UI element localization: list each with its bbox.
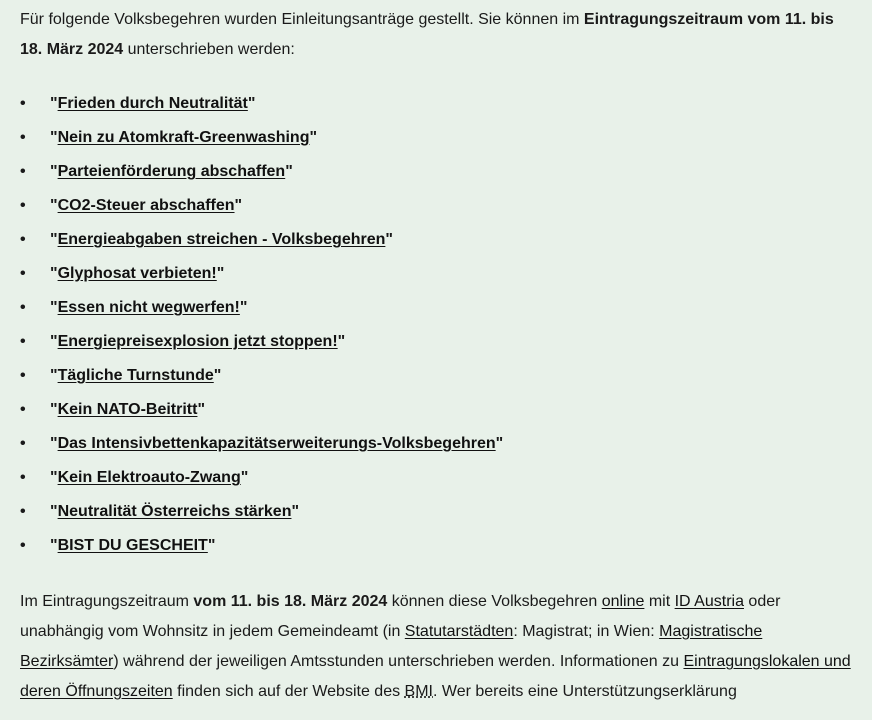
petition-link[interactable]: Frieden durch Neutralität <box>57 95 248 112</box>
outro-text: oder unabhängig vom Wohnsitz in jedem Gemeindeamt (in <box>20 593 781 640</box>
petition-link[interactable]: Nein zu Atomkraft-Greenwashing <box>57 129 310 146</box>
close-quote: " <box>337 333 346 350</box>
petition-item <box>20 393 852 427</box>
outro-text: ) während der jeweiligen Amtsstunden unterschrieben werden. Informationen zu <box>113 653 684 670</box>
intro-text: Für folgende Volksbegehren wurden Einleitungsanträge gestellt. Sie können im <box>20 11 584 28</box>
outro-period: vom 11. bis 18. März 2024 <box>193 593 388 610</box>
open-quote: " <box>50 333 58 350</box>
petition-link[interactable]: Glyphosat verbieten! <box>57 265 217 282</box>
eintragungslokale-link[interactable]: Eintragungslokalen und deren Öffnungszeiten <box>20 653 851 700</box>
open-quote: " <box>50 95 58 112</box>
bullet-icon: • <box>20 435 26 452</box>
bezirksaemter-link[interactable]: Magistratische Bezirksämter <box>20 623 763 670</box>
close-quote: " <box>213 367 222 384</box>
bullet-icon: • <box>20 299 26 316</box>
bullet-icon: • <box>20 265 26 282</box>
open-quote: " <box>50 537 58 554</box>
bullet-icon: • <box>20 129 26 146</box>
statutarstaedte-link[interactable]: Statutarstädten <box>404 623 514 640</box>
petition-item <box>20 359 852 393</box>
open-quote: " <box>50 503 58 520</box>
close-quote: " <box>239 299 248 316</box>
petition-item <box>20 325 852 359</box>
intro-paragraph <box>20 5 852 65</box>
petition-link[interactable]: Kein NATO-Beitritt <box>57 401 198 418</box>
petition-link[interactable]: Das Intensivbettenkapazitätserweiterungs-Volksbegehren <box>57 435 496 452</box>
petition-link[interactable]: Essen nicht wegwerfen! <box>57 299 240 316</box>
outro-text: Im Eintragungszeitraum <box>20 593 194 610</box>
outro-text: mit <box>644 593 675 610</box>
bullet-icon: • <box>20 537 26 554</box>
close-quote: " <box>216 265 225 282</box>
close-quote: " <box>234 197 243 214</box>
intro-period: Eintragungszeitraum vom 11. bis 18. März 2024 <box>20 11 834 58</box>
open-quote: " <box>50 163 58 180</box>
petition-item <box>20 495 852 529</box>
petition-list <box>20 87 852 563</box>
petition-link[interactable]: Energieabgaben streichen - Volksbegehren <box>57 231 386 248</box>
petition-link[interactable]: Tägliche Turnstunde <box>57 367 214 384</box>
bullet-icon: • <box>20 469 26 486</box>
intro-text-end: unterschrieben werden: <box>123 41 295 58</box>
outro-text: . Wer bereits eine Unterstützungserklärung <box>433 683 737 700</box>
close-quote: " <box>285 163 293 180</box>
open-quote: " <box>50 401 58 418</box>
petition-link[interactable]: BIST DU GESCHEIT <box>57 537 208 554</box>
petition-item <box>20 223 852 257</box>
outro-paragraph <box>20 587 852 707</box>
open-quote: " <box>50 129 58 146</box>
petition-link[interactable]: CO2-Steuer abschaffen <box>57 197 235 214</box>
petition-item <box>20 257 852 291</box>
close-quote: " <box>291 503 300 520</box>
petition-link[interactable]: Parteienförderung abschaffen <box>57 163 286 180</box>
bullet-icon: • <box>20 163 26 180</box>
petition-item <box>20 529 852 563</box>
petition-link[interactable]: Energiepreisexplosion jetzt stoppen! <box>57 333 338 350</box>
petition-item <box>20 291 852 325</box>
petition-link[interactable]: Kein Elektroauto-Zwang <box>57 469 241 486</box>
close-quote: " <box>240 469 249 486</box>
close-quote: " <box>309 129 318 146</box>
outro-text: : Magistrat; in Wien: <box>513 623 660 640</box>
close-quote: " <box>197 401 206 418</box>
petition-item <box>20 461 852 495</box>
petition-item <box>20 427 852 461</box>
open-quote: " <box>50 265 58 282</box>
open-quote: " <box>50 469 58 486</box>
open-quote: " <box>50 197 58 214</box>
petition-item <box>20 87 852 121</box>
bullet-icon: • <box>20 503 26 520</box>
open-quote: " <box>50 435 58 452</box>
bullet-icon: • <box>20 367 26 384</box>
close-quote: " <box>247 95 256 112</box>
petition-item <box>20 155 852 189</box>
close-quote: " <box>385 231 393 248</box>
open-quote: " <box>50 231 58 248</box>
petition-item <box>20 189 852 223</box>
bmi-abbreviation: BMI <box>404 683 433 700</box>
open-quote: " <box>50 367 58 384</box>
online-link[interactable]: online <box>601 593 645 610</box>
id-austria-link[interactable]: ID Austria <box>674 593 744 610</box>
bullet-icon: • <box>20 401 26 418</box>
close-quote: " <box>495 435 504 452</box>
bullet-icon: • <box>20 95 26 112</box>
close-quote: " <box>207 537 216 554</box>
bullet-icon: • <box>20 333 26 350</box>
bullet-icon: • <box>20 197 26 214</box>
petition-link[interactable]: Neutralität Österreichs stärken <box>57 503 292 520</box>
open-quote: " <box>50 299 58 316</box>
outro-text: können diese Volksbegehren <box>387 593 602 610</box>
outro-text: finden sich auf der Website des <box>172 683 405 700</box>
bullet-icon: • <box>20 231 26 248</box>
petition-item <box>20 121 852 155</box>
